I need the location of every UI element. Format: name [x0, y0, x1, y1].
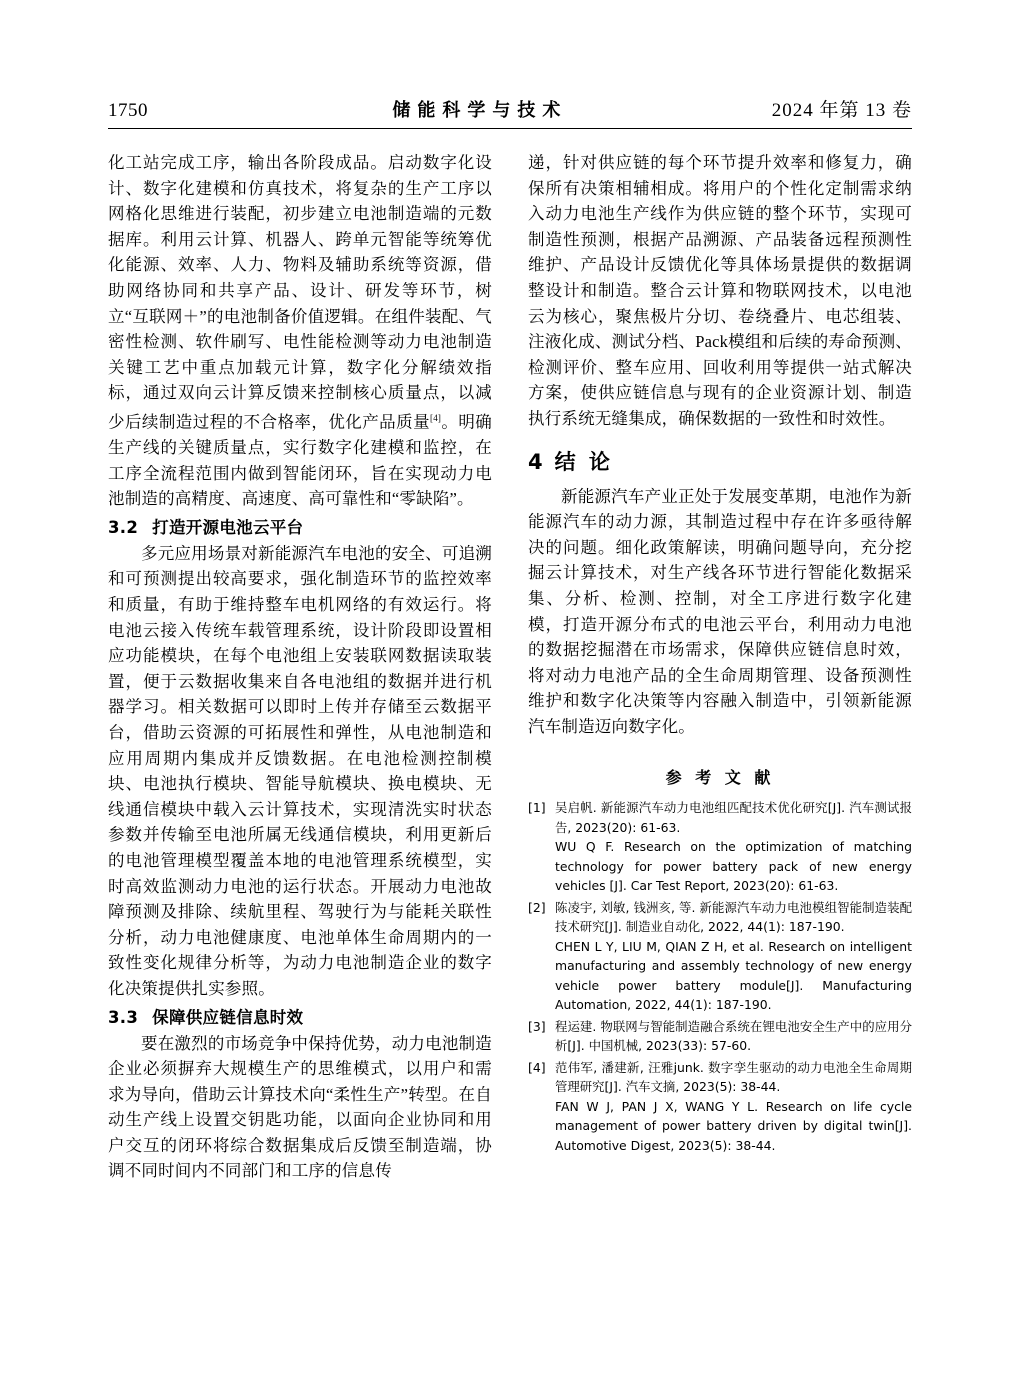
reference-cn: 范伟军, 潘建新, 汪雅junk. 数字孪生驱动的动力电池全生命周期管理研究[J]. 汽车文摘, 2023(5): 38-44. — [555, 1059, 912, 1095]
heading-conclusion-number: 4 — [528, 449, 543, 474]
reference-item — [528, 898, 912, 1015]
reference-en: CHEN L Y, LIU M, QIAN Z H, et al. Research on intelligent manufacturing and assembly technology of new energy vehicle power battery module[J]. Manufacturing Automation, 2022, 44(1): 187-190. — [555, 938, 912, 1013]
page-header — [108, 95, 912, 129]
reference-tag: [4] — [528, 1059, 546, 1075]
reference-text — [555, 1017, 912, 1056]
right-column — [528, 150, 912, 1184]
reference-en: WU Q F. Research on the optimization of matching technology for power battery pack of new energy vehicles [J]. Car Test Report, 2023(20): 61-63. — [555, 839, 912, 894]
heading-3-3 — [108, 1004, 492, 1031]
reference-en: FAN W J, PAN J X, WANG Y L. Research on life cycle management of power battery driven by digital twin[J]. Automotive Digest, 2023(5): 38-44. — [555, 1098, 912, 1153]
reference-item — [528, 1017, 912, 1056]
heading-conclusion — [528, 446, 912, 478]
reference-item — [528, 1058, 912, 1156]
paragraph-text-tail: 。明确生产线的关键质量点，实行数字化建模和监控，在工序全流程范围内做到智能闭环，旨在实现动力电池制造的高精度、高速度、高可靠性和“零缺陷”。 — [108, 412, 492, 509]
left-column — [108, 150, 492, 1184]
heading-conclusion-label: 结 论 — [554, 449, 613, 474]
reference-cn: 陈凌宇, 刘敏, 钱洲亥, 等. 新能源汽车动力电池模组智能制造装配技术研究[J]. 制造业自动化, 2022, 44(1): 187-190. — [555, 899, 912, 935]
two-column-body — [108, 150, 912, 1184]
heading-3-2 — [108, 514, 492, 541]
paragraph-continuation — [108, 150, 492, 512]
paragraph-3-3-continued: 递，针对供应链的每个环节提升效率和修复力，确保所有决策相辅相成。将用户的个性化定制需求纳入动力电池生产线作为供应链的整个环节，实现可制造性预测，根据产品溯源、产品装备远程预测性维护、产品设计反馈优化等具体场景提供的数据调整设计和制造。整合云计算和物联网技术，以电池云为核心，聚焦极片分切、卷绕叠片、电芯组装、注液化成、测试分档、Pack模组和后续的寿命预测、检测评价、整车应用、回收利用等提供一站式解决方案，使供应链信息与现有的企业资源计划、制造执行系统无缝集成，确保数据的一致性和时效性。 — [528, 153, 912, 428]
reference-tag: [1] — [528, 800, 546, 816]
journal-title: 储能科学与技术 — [392, 100, 568, 120]
reference-tag: [2] — [528, 899, 546, 915]
paragraph-3-2: 多元应用场景对新能源汽车电池的安全、可追溯和可预测提出较高要求，强化制造环节的监控效率和质量，有助于维持整车电机网络的有效运行。将电池云接入传统车载管理系统，设计阶段即设置相应功能模块，在每个电池组上安装联网数据读取装置，便于云数据收集来自各电池组的数据并进行机器学习。相关数据可以即时上传并存储至云数据平台，借助云资源的可拓展性和弹性，从电池制造和应用周期内集成并反馈数据。在电池检测控制模块、电池执行模块、智能导航模块、换电模块、无线通信模块中载入云计算技术，实现清洗实时状态参数并传输至电池所属无线通信模块，利用更新后的电池管理模型覆盖本地的电池管理系统模型，实时高效监测动力电池的运行状态。开展动力电池故障预测及排除、续航里程、驾驶行为与能耗关联性分析，动力电池健康度、电池单体生命周期内的一致性变化规律分析等，为动力电池制造企业的数字化决策提供扎实参照。 — [108, 543, 492, 998]
page-number: 1750 — [108, 100, 148, 121]
heading-3-3-label: 保障供应链信息时效 — [152, 1007, 304, 1027]
reference-item — [528, 798, 912, 896]
reference-text — [555, 898, 912, 1015]
reference-tag: [3] — [528, 1018, 546, 1034]
paragraph-text: 化工站完成工序，输出各阶段成品。启动数字化设计、数字化建模和仿真技术，将复杂的生产工序以网格化思维进行装配，初步建立电池制造端的元数据库。利用云计算、机器人、跨单元智能等统筹优化能源、效率、人力、物料及辅助系统等资源，借助网络协同和共享产品、设计、研发等环节，树立“互联网＋”的电池制备价值逻辑。在组件装配、气密性检测、软件刷写、电性能检测等动力电池制造关键工艺中重点加载元计算，数字化分解绩效指标，通过双向云计算反馈来控制核心质量点，以减少后续制造过程的不合格率，优化产品质量 — [108, 153, 492, 432]
reference-text — [555, 1058, 912, 1156]
heading-3-2-label: 打造开源电池云平台 — [152, 517, 304, 537]
heading-3-3-number: 3.3 — [108, 1007, 139, 1027]
paragraph-conclusion: 新能源汽车产业正处于发展变革期，电池作为新能源汽车的动力源，其制造过程中存在许多亟待解决的问题。细化政策解读，明确问题导向，充分挖掘云计算技术，对生产线各环节进行智能化数据采集、分析、检测、控制，对全工序进行数字化建模，打造开源分布式的电池云平台，利用动力电池的数据挖掘潜在市场需求，保障供应链信息时效，将对动力电池产品的全生命周期管理、设备预测性维护和数字化决策等内容融入制造中，引领新能源汽车制造迈向数字化。 — [528, 486, 912, 736]
paragraph-3-3: 要在激烈的市场竞争中保持优势，动力电池制造企业必须摒弃大规模生产的思维模式，以用户和需求为导向，借助云计算技术向“柔性生产”转型。在自动生产线上设置交钥匙功能，以面向企业协同和用户交互的闭环将综合数据集成后反馈至制造端，协调不同时间内不同部门和工序的信息传 — [108, 1033, 492, 1181]
citation-marker: [4] — [430, 412, 442, 423]
issue-info: 2024 年第 13 卷 — [771, 100, 912, 121]
reference-cn: 吴启帆. 新能源汽车动力电池组匹配技术优化研究[J]. 汽车测试报告, 2023(20): 61-63. — [555, 800, 912, 835]
reference-cn: 程运建. 物联网与智能制造融合系统在锂电池安全生产中的应用分析[J]. 中国机械, 2023(33): 57-60. — [555, 1018, 912, 1054]
heading-3-2-number: 3.2 — [108, 517, 139, 537]
references-heading: 参 考 文 献 — [665, 768, 775, 788]
reference-text — [555, 798, 912, 896]
